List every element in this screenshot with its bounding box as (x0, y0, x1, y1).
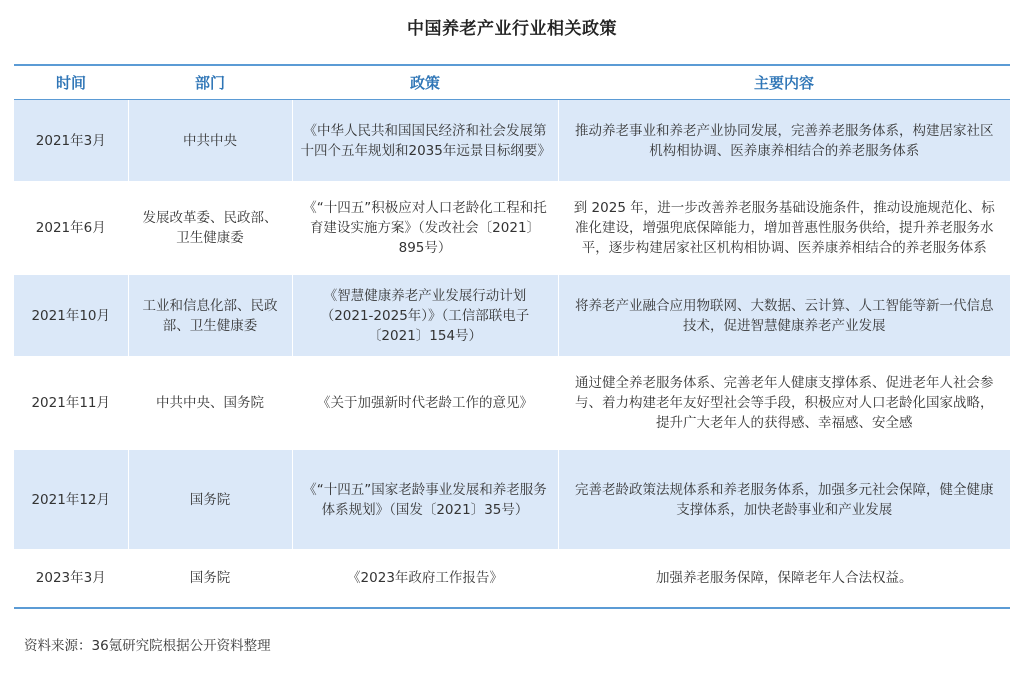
cell-policy: 《“十四五”国家老龄事业发展和养老服务体系规划》（国发〔2021〕35号） (292, 450, 558, 550)
cell-content: 将养老产业融合应用物联网、大数据、云计算、人工智能等新一代信息技术，促进智慧健康养老产业发展 (558, 275, 1010, 357)
cell-policy: 《中华人民共和国国民经济和社会发展第十四个五年规划和2035年远景目标纲要》 (292, 100, 558, 182)
table-row (14, 357, 1010, 450)
column-header-policy: 政策 (292, 66, 558, 100)
table-row (14, 100, 1010, 182)
cell-time: 2021年6月 (14, 182, 128, 275)
cell-dept: 发展改革委、民政部、卫生健康委 (128, 182, 292, 275)
cell-time: 2021年12月 (14, 450, 128, 550)
table-row (14, 550, 1010, 607)
cell-time: 2021年10月 (14, 275, 128, 357)
column-header-content: 主要内容 (558, 66, 1010, 100)
cell-dept: 国务院 (128, 550, 292, 607)
cell-time: 2021年3月 (14, 100, 128, 182)
policy-table (14, 64, 1010, 609)
source-note: 资料来源：36氪研究院根据公开资料整理 (24, 638, 271, 654)
cell-policy: 《关于加强新时代老龄工作的意见》 (292, 357, 558, 450)
cell-content: 通过健全养老服务体系、完善老年人健康支撑体系、促进老年人社会参与、着力构建老年友好型社会等手段，积极应对人口老龄化国家战略，提升广大老年人的获得感、幸福感、安全感 (558, 357, 1010, 450)
table-header-row (14, 66, 1010, 100)
table-row (14, 275, 1010, 357)
column-header-dept: 部门 (128, 66, 292, 100)
cell-policy: 《“十四五”积极应对人口老龄化工程和托育建设实施方案》（发改社会〔2021〕895号） (292, 182, 558, 275)
cell-policy: 《2023年政府工作报告》 (292, 550, 558, 607)
cell-dept: 中共中央、国务院 (128, 357, 292, 450)
page-title: 中国养老产业行业相关政策 (407, 19, 617, 39)
cell-content: 加强养老服务保障，保障老年人合法权益。 (558, 550, 1010, 607)
table-row (14, 450, 1010, 550)
cell-policy: 《智慧健康养老产业发展行动计划（2021-2025年）》（工信部联电子〔2021〕154号） (292, 275, 558, 357)
cell-content: 到 2025 年，进一步改善养老服务基础设施条件，推动设施规范化、标准化建设，增强兜底保障能力，增加普惠性服务供给，提升养老服务水平，逐步构建居家社区机构相协调、医养康养相结合的养老服务体系 (558, 182, 1010, 275)
cell-dept: 国务院 (128, 450, 292, 550)
cell-dept: 工业和信息化部、民政部、卫生健康委 (128, 275, 292, 357)
cell-dept: 中共中央 (128, 100, 292, 182)
cell-time: 2023年3月 (14, 550, 128, 607)
table-row (14, 182, 1010, 275)
column-header-time: 时间 (14, 66, 128, 100)
cell-content: 完善老龄政策法规体系和养老服务体系，加强多元社会保障，健全健康支撑体系，加快老龄事业和产业发展 (558, 450, 1010, 550)
cell-content: 推动养老事业和养老产业协同发展，完善养老服务体系，构建居家社区机构相协调、医养康养相结合的养老服务体系 (558, 100, 1010, 182)
cell-time: 2021年11月 (14, 357, 128, 450)
